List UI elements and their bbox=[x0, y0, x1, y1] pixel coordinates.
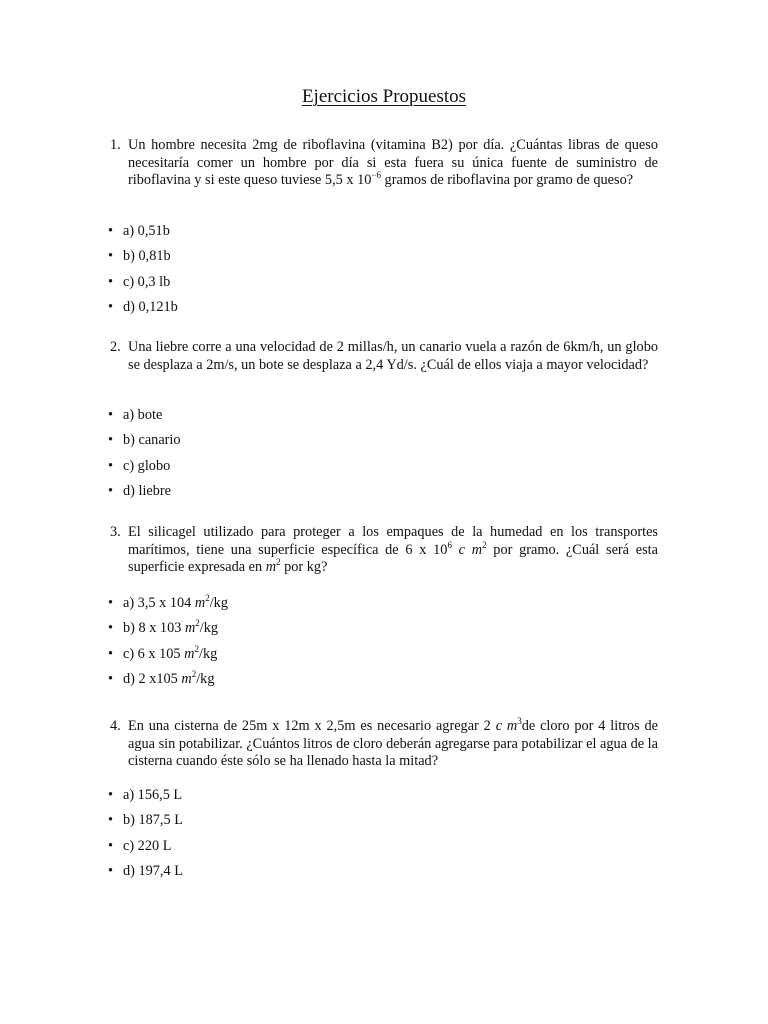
options-list-1 bbox=[108, 222, 178, 323]
question-number: 4. bbox=[110, 718, 121, 734]
options-list-2 bbox=[108, 406, 181, 507]
option-3d[interactable]: • d) 2 x105 $m^2/kg$ bbox=[108, 668, 215, 687]
option-2a[interactable]: • a) bote bbox=[108, 407, 163, 423]
option-4b[interactable]: • b) 187,5 L bbox=[108, 812, 183, 829]
option-1b[interactable]: • b) 0,81b bbox=[108, 248, 171, 265]
question-4 bbox=[110, 718, 658, 771]
option-3c[interactable]: • c) 6 x 105 $m^2/kg$ bbox=[108, 643, 218, 662]
question-number: 3. bbox=[110, 524, 121, 540]
question-3 bbox=[110, 524, 658, 577]
option-4a[interactable]: • a) 156,5 L bbox=[108, 787, 183, 803]
question-text: El silicagel utilizado para proteger a los empaques de la humedad en los transportes marítimos, tiene una superficie específica de 6 x $10^6$ c $m^2$ por gramo. ¿Cuál será esta superficie expresada en $m^2$ por kg? bbox=[128, 524, 658, 575]
question-number: 1. bbox=[110, 137, 121, 153]
question-1 bbox=[110, 137, 658, 190]
option-1a[interactable]: • a) 0,51b bbox=[108, 223, 170, 239]
option-2b[interactable]: • b) canario bbox=[108, 432, 181, 449]
option-1c[interactable]: • c) 0,3 lb bbox=[108, 273, 171, 290]
option-3b[interactable]: • b) 8 x 103 $m^2/kg$ bbox=[108, 618, 219, 637]
option-2c[interactable]: • c) globo bbox=[108, 457, 171, 474]
options-list-4 bbox=[108, 786, 183, 887]
question-text: Un hombre necesita 2mg de riboflavina (vitamina B2) por día. ¿Cuántas libras de queso necesitaría comer un hombre por día si esta fuera su única fuente de suministro de riboflavina y si este queso tuviese 5,5 x $10^{-6}$ gramos de riboflavina por gramo de queso? bbox=[128, 137, 658, 188]
question-text: Una liebre corre a una velocidad de 2 millas/h, un canario vuela a razón de 6km/h, un globo se desplaza a 2m/s, un bote se desplaza a 2,4 Yd/s. ¿Cuál de ellos viaja a mayor velocidad? bbox=[128, 339, 658, 373]
options-list-3 bbox=[108, 594, 228, 695]
question-text: En una cisterna de 25m x 12m x 2,5m es necesario agregar 2 c $m^3de$ cloro por 4 litros de agua sin potabilizar. ¿Cuántos litros de cloro deberán agregarse para potabilizar el agua de la cisterna cuando éste sólo se ha llenado hasta la mitad? bbox=[128, 716, 659, 769]
option-4d[interactable]: • d) 197,4 L bbox=[108, 862, 183, 879]
question-number: 2. bbox=[110, 339, 121, 355]
option-4c[interactable]: • c) 220 L bbox=[108, 837, 172, 854]
question-2 bbox=[110, 339, 658, 374]
option-1d[interactable]: • d) 0,121b bbox=[108, 298, 178, 315]
page-title: Ejercicios Propuestos bbox=[301, 86, 467, 107]
option-2d[interactable]: • d) liebre bbox=[108, 482, 172, 499]
option-3a[interactable]: • a) 3,5 x 104 $m^2/kg$ bbox=[108, 593, 228, 611]
